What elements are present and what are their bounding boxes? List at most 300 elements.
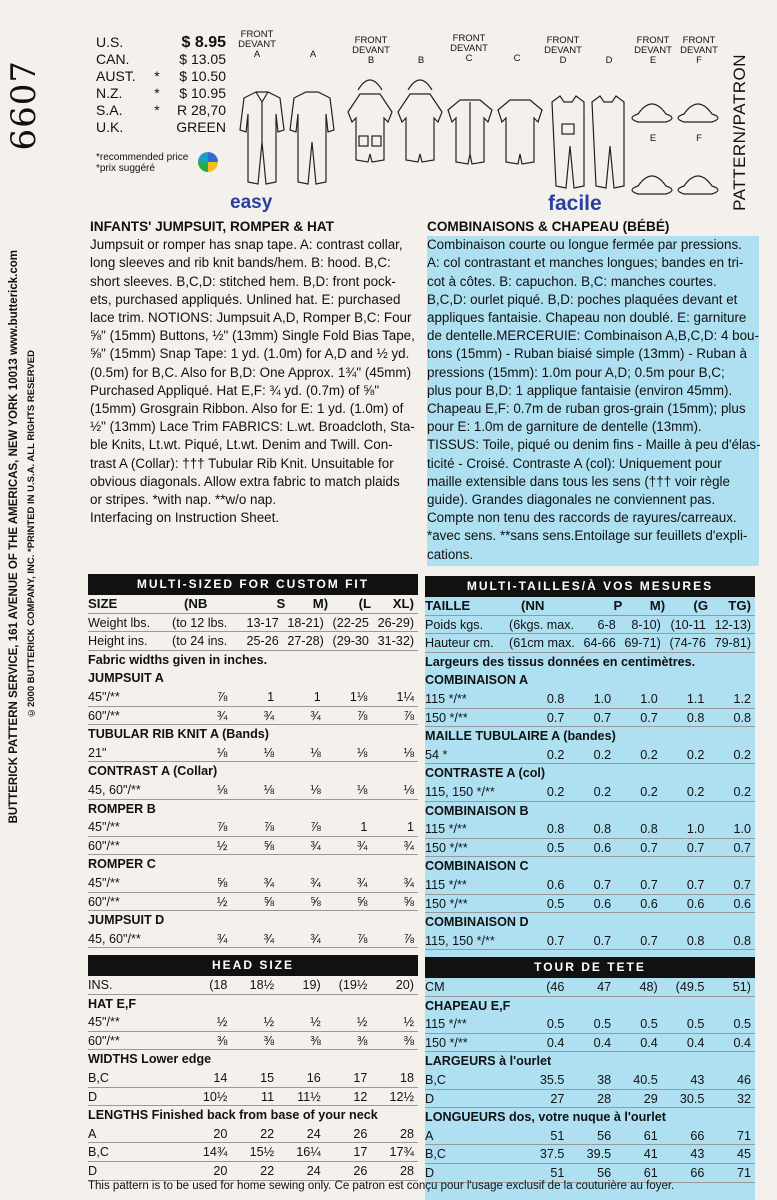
row-label: Height ins. [88,634,148,649]
table-row [88,1088,418,1107]
table-banner-fr: MULTI-TAILLES/À VOS MESURES [425,576,755,597]
price-row [96,51,226,68]
cell-value: 0.6 [593,840,612,855]
description-line: Purchased Appliqué. Hat E,F: ¾ yd. (0.7m) of ⅝" [90,382,380,398]
row-label: 115 */** [425,877,467,892]
cell-value: S [276,596,286,611]
row-label: 45"/** [88,689,120,704]
cell-value: 28 [399,1163,414,1178]
section-label: MAILLE TUBULAIRE A (bandes) [425,729,616,744]
cell-value: ¾ [310,931,321,946]
price-country: U.K. [96,119,124,135]
description-line: appliques fantaisie. Chapeau non doublé. E: garniture [427,310,747,326]
cell-value: 1 [313,689,321,704]
cell-value: ⅛ [310,782,321,797]
romper-c-back-sketch [498,100,542,164]
fig-label-c-front: FRONT DEVANT C [450,33,488,64]
section-label: Fabric widths given in inches. [88,652,268,667]
cell-value: (L [358,596,372,611]
cell-value: 0.7 [733,840,751,855]
description-line: or stripes. *with nap. **w/o nap. [90,492,277,508]
cell-value: (29-30 [332,634,369,649]
cell-value: 0.6 [593,896,612,911]
price-amount: GREEN [176,119,226,135]
price-amount: $ 8.95 [181,34,226,51]
copyright-notice: ©2000 BUTTERICK COMPANY, INC. *PRINTED IN U.S.A. ALL RIGHTS RESERVED [26,350,37,719]
table-section-heading [425,1108,755,1127]
cell-value: 0.5 [546,896,565,911]
cell-value: 61 [643,1165,658,1180]
cell-value: 0.8 [733,710,751,725]
row-label: A [425,1128,434,1143]
description-body-en [90,236,420,527]
description-line: maille extensible dans tous les sens (††† voir règle [427,473,730,489]
row-label: 115, 150 */** [425,784,495,799]
cell-value: 1.0 [640,691,658,706]
row-label: 45"/** [88,875,120,890]
cell-value: 0.5 [686,1017,705,1032]
cell-value: 12½ [389,1089,414,1104]
table-section-heading [425,764,755,783]
description-line: plus pour B,D: 1 applique fantaisie (environ 45mm). [427,382,733,398]
cell-value: 0.4 [733,1035,751,1050]
price-country: N.Z. [96,85,123,101]
row-label: SIZE [88,596,118,611]
table-section-heading [88,1106,418,1125]
cell-value: 56 [597,1128,612,1143]
table-section-heading [88,725,418,744]
section-label: TUBULAR RIB KNIT A (Bands) [88,727,269,742]
row-label: 115 */** [425,822,467,837]
hat-f-sketches [678,104,718,194]
cell-value: 17 [353,1070,368,1085]
price-mark: * [154,85,160,101]
description-line: ½" (13mm) Lace Trim FABRICS: L.wt. Broadcloth, Sta- [90,419,415,435]
description-line: *avec sens. **sans sens.Entoilage sur feuillets d'expli- [427,528,748,544]
price-note-fr: *prix suggéré [96,163,155,174]
table-banner-en: MULTI-SIZED FOR CUSTOM FIT [88,574,418,595]
jumpsuit-a-back-sketch [290,92,334,184]
cell-value: 0.2 [686,747,705,762]
table-row [88,781,418,800]
cell-value: 0.6 [733,896,751,911]
table-row [425,978,755,997]
cell-value: 0.2 [546,747,565,762]
table-row [425,690,755,709]
row-label: 150 */** [425,1035,468,1050]
cell-value: ⅞ [403,708,414,723]
head-size-rows-en [88,976,418,1181]
price-mark [150,51,164,68]
row-label: D [88,1163,98,1178]
table-section-heading [88,651,418,670]
cell-value: 0.6 [546,877,565,892]
cell-value: 0.8 [733,933,751,948]
row-label: D [88,1089,98,1104]
head-size-table-en [88,955,418,1181]
yardage-rows-fr [425,597,755,950]
table-row [88,874,418,893]
cell-value: ½ [216,894,228,909]
head-size-rows-fr [425,978,755,1183]
cell-value: 15 [260,1070,275,1085]
table-row [425,597,755,616]
cell-value: 20) [395,978,414,992]
table-section-heading [88,800,418,819]
cell-value: P [613,598,623,613]
description-line: trast A (Collar): ††† Tubular Rib Knit. Unsuitable for [90,455,394,471]
cell-value: 31-32) [377,634,415,649]
description-line: ⅝" (15mm) Buttons, ½" (13mm) Single Fold Bias Tape, [90,328,415,344]
cell-value: 0.8 [546,691,565,706]
cell-value: (49.5 [675,980,705,994]
description-line: long sleeves and rib knit bands/hem. B: hood. B,C: [90,255,391,271]
description-line: short sleeves. B,C,D: stitched hem. B,D: front pock- [90,273,396,289]
price-row [96,119,226,136]
price-row [96,102,226,119]
cell-value: 0.8 [640,822,658,837]
yardage-table-fr [425,576,755,950]
description-line: Jumpsuit or romper has snap tape. A: contrast collar, [90,237,403,253]
price-country: AUST. [96,68,136,84]
cell-value: 51) [732,980,751,994]
section-label: LONGUEURS dos, votre nuque à l'ourlet [425,1110,666,1125]
cell-value: (61cm max. [509,636,575,651]
row-label: D [425,1165,435,1180]
cell-value: ⅛ [216,782,228,797]
cell-value: 8-10) [631,617,661,632]
row-label: Hauteur cm. [425,636,494,651]
cell-value: ¾ [310,875,321,890]
price-notes [96,152,188,174]
table-row [88,688,418,707]
row-label: INS. [88,978,113,992]
cell-value: 0.2 [546,784,565,799]
table-row [425,1145,755,1164]
fig-label-f-front: FRONT DEVANT F [680,35,718,66]
cell-value: 26 [353,1126,368,1141]
table-section-heading [425,913,755,932]
row-label: 150 */** [425,896,468,911]
description-line: Chapeau E,F: 0.7m de ruban gros-grain (15mm); plus [427,401,746,417]
cell-value: ⅞ [263,820,275,835]
cell-value: 27-28) [287,634,324,649]
cell-value: 46 [736,1072,751,1087]
cell-value: 0.5 [593,1017,612,1032]
pattern-patron-label: PATTERN/PATRON [730,54,749,211]
cell-value: 0.7 [593,933,612,948]
row-label: CM [425,980,445,994]
cell-value: 0.4 [640,1035,658,1050]
section-label: CONTRASTE A (col) [425,766,546,781]
row-label: 115 */** [425,691,467,706]
cell-value: 0.2 [640,784,658,799]
table-section-heading [88,669,418,688]
section-label: ROMPER B [88,801,156,816]
price-list [96,34,226,136]
cell-value: ⅛ [356,745,368,760]
cell-value: (G [693,598,709,613]
publisher-address: BUTTERICK PATTERN SERVICE, 161 AVENUE OF THE AMERICAS, NEW YORK 10013 www.butterick.com [8,250,20,824]
cell-value: ⅝ [403,894,414,909]
cell-value: 1.0 [593,691,612,706]
footer-notice: This pattern is to be used for home sewing only. Ce patron est conçu pour l'usage exclusif de la couturière au foyer. [88,1180,675,1192]
table-section-heading [425,1052,755,1071]
cell-value: 0.2 [593,784,612,799]
table-row [88,1069,418,1088]
price-amount: $ 13.05 [179,51,226,67]
cell-value: 28 [399,1126,414,1141]
table-section-heading [425,857,755,876]
cell-value: 13-17 [246,615,279,630]
description-line: TISSUS: Toile, piqué ou denim fins - Maille à peu d'élas- [427,437,761,453]
price-row [96,34,226,51]
cell-value: 0.6 [640,896,658,911]
fig-label-b-front: FRONT DEVANT B [352,35,390,66]
cell-value: 0.7 [640,933,658,948]
cell-value: 0.5 [640,1017,658,1032]
cell-value: 0.7 [686,840,705,855]
cell-value: 1.1 [686,691,705,706]
cell-value: ¾ [263,708,275,723]
row-label: Poids kgs. [425,617,484,632]
cell-value: 1.2 [733,691,751,706]
table-section-heading [88,855,418,874]
cell-value: ⅛ [356,782,368,797]
table-row [425,1071,755,1090]
cell-value: 51 [550,1165,565,1180]
cell-value: ⅝ [263,838,275,853]
cell-value: 40.5 [633,1072,658,1087]
cell-value: 16 [306,1070,321,1085]
table-row [88,837,418,856]
table-section-heading [88,1050,418,1069]
cell-value: 1 [360,820,368,835]
cell-value: 30.5 [679,1091,705,1106]
section-label: LENGTHS Finished back from base of your neck [88,1108,378,1123]
head-size-banner-fr: TOUR DE TETE [425,957,755,978]
cell-value: 43 [690,1072,705,1087]
cell-value: (to 24 ins. [172,634,228,649]
cell-value: TG) [728,598,751,613]
jumpsuit-a-front-sketch [240,92,284,184]
description-line: cations. [427,546,474,562]
table-row [88,1013,418,1032]
cell-value: 35.5 [539,1072,565,1087]
description-line: lace trim. NOTIONS: Jumpsuit A,D, Romper B,C: Four [90,310,412,326]
cell-value: ⅛ [310,745,321,760]
fig-label-d-back: D [605,55,613,66]
cell-value: (74-76 [669,636,706,651]
cell-value: 0.7 [686,877,705,892]
description-body-fr [427,236,760,564]
cell-value: ¾ [310,708,321,723]
table-row [425,820,755,839]
cell-value: 41 [643,1147,658,1162]
row-label: B,C [425,1072,446,1087]
cell-value: 66 [690,1165,705,1180]
cell-value: ⅝ [310,894,321,909]
cell-value: 29 [643,1091,658,1106]
cell-value: 48) [639,980,658,994]
row-label: D [425,1091,435,1106]
price-mark: * [154,68,160,84]
cell-value: 27 [550,1091,565,1106]
cell-value: 17 [353,1145,368,1160]
cell-value: ½ [263,1015,275,1030]
cell-value: 18½ [249,978,275,992]
cell-value: ⅜ [263,1033,275,1048]
table-row [88,930,418,949]
section-label: COMBINAISON B [425,803,529,818]
yardage-rows-en [88,595,418,948]
table-row [88,1143,418,1162]
cell-value: 1¼ [396,689,414,704]
table-row [88,614,418,633]
jumpsuit-d-front-sketch [552,96,584,188]
cell-value: 37.5 [539,1147,565,1162]
table-row [425,616,755,635]
table-section-heading [425,727,755,746]
fig-label-a-back: A [309,49,317,60]
cell-value: (NB [184,596,208,611]
cell-value: 79-81) [714,636,752,651]
cell-value: 1.0 [733,822,751,837]
cell-value: 61 [643,1128,658,1143]
cell-value: 25-26 [246,634,279,649]
cell-value: 38 [597,1072,612,1087]
fig-label-a-front: FRONT DEVANT A [238,29,276,60]
cell-value: ⅞ [403,931,414,946]
head-size-table-fr [425,957,755,1183]
description-line: tons (15mm) - Ruban biaisé simple (13mm) - Ruban à [427,346,748,362]
cell-value: (19½ [338,978,368,992]
cell-value: 10½ [202,1089,228,1104]
cell-value: 0.5 [546,1017,565,1032]
section-label: ROMPER C [88,857,156,872]
cell-value: 18 [399,1070,414,1085]
cell-value: ½ [216,838,228,853]
cell-value: 0.2 [640,747,658,762]
description-title-en: INFANTS' JUMPSUIT, ROMPER & HAT [90,219,334,234]
cell-value: 69-71) [624,636,661,651]
description-line: guide). Grandes diagonales ne conviennent pas. [427,492,716,508]
cell-value: 71 [736,1128,751,1143]
cell-value: 28 [597,1091,612,1106]
cell-value: ½ [356,1015,368,1030]
table-row [88,744,418,763]
cell-value: 1⅛ [349,689,368,704]
hat-label-f: F [696,133,702,144]
cell-value: 0.2 [593,747,612,762]
table-section-heading [88,911,418,930]
cell-value: ⅞ [356,931,368,946]
cell-value: 64-66 [583,636,616,651]
table-row [88,707,418,726]
table-row [88,818,418,837]
price-row [96,85,226,102]
cell-value: ¾ [216,708,228,723]
description-line: de dentelle.MERCERUIE: Combinaison A,B,C,D: 4 bou- [427,328,759,344]
cell-value: ⅞ [356,708,368,723]
cell-value: ¾ [263,875,275,890]
section-label: Largeurs des tissus données en centimètres. [425,654,696,669]
cell-value: (22-25 [332,615,369,630]
cell-value: ¾ [263,931,275,946]
table-row [425,1127,755,1146]
price-country: CAN. [96,51,130,67]
description-line: (15mm) Grosgrain Ribbon. Also for E: 1 yd. (1.0m) of [90,401,404,417]
price-amount: R 28,70 [176,102,226,118]
cell-value: 51 [550,1128,565,1143]
description-line: cot à côtes. B: capuchon. B,C: manches courtes. [427,273,717,289]
table-row [88,976,418,995]
table-row [425,839,755,858]
cell-value: ⅞ [216,689,228,704]
section-label: CHAPEAU E,F [425,998,511,1013]
section-label: COMBINAISON D [425,915,529,930]
price-row [96,68,226,85]
romper-b-front-sketch [348,80,392,162]
cell-value: ⅛ [216,745,228,760]
pattern-number: 6607 [4,60,44,151]
cell-value: 0.2 [733,784,751,799]
fig-label-d-front: FRONT DEVANT D [544,35,582,66]
green-price-dot-icon [198,152,218,172]
table-row [425,932,755,951]
price-amount: $ 10.50 [179,68,226,84]
row-label: 60"/** [88,708,120,723]
row-label: 21" [88,745,107,760]
cell-value: 1.0 [686,822,705,837]
cell-value: ⅛ [263,782,275,797]
cell-value: 0.7 [546,933,565,948]
row-label: 150 */** [425,840,468,855]
description-line: ets, purchased appliqués. Unlined hat. E: purchased [90,291,401,307]
price-mark: * [154,102,160,118]
row-label: 150 */** [425,710,468,725]
cell-value: ⅜ [216,1033,228,1048]
cell-value: 0.2 [686,784,705,799]
cell-value: 56 [597,1165,612,1180]
cell-value: 1 [267,689,275,704]
description-line: pour E: 1.0m de garniture de dentelle (13mm). [427,419,702,435]
section-label: COMBINAISON A [425,673,529,688]
cell-value: ⅝ [216,875,228,890]
cell-value: ¾ [403,838,414,853]
section-label: CONTRAST A (Collar) [88,764,218,779]
description-english [90,218,420,527]
table-row [425,783,755,802]
table-row [425,709,755,728]
row-label: 60"/** [88,1033,120,1048]
cell-value: 0.5 [546,840,565,855]
table-row [425,746,755,765]
cell-value: 14 [213,1070,228,1085]
description-line: pressions (15mm): 1.0m pour A,D; 0.5m pour B,C; [427,364,725,380]
table-row [88,893,418,912]
description-line: ticité - Croisé. Contraste A (col): Uniquement pour [427,455,722,471]
cell-value: 0.4 [686,1035,705,1050]
row-label: 45, 60"/** [88,782,141,797]
table-row [425,895,755,914]
section-label: LARGEURS à l'ourlet [425,1054,552,1069]
cell-value: 32 [736,1091,751,1106]
description-title-fr: COMBINAISONS & CHAPEAU (BÉBÉ) [427,219,670,234]
cell-value: 43 [690,1147,705,1162]
fig-label-b-back: B [417,55,425,66]
price-country: S.A. [96,102,123,118]
